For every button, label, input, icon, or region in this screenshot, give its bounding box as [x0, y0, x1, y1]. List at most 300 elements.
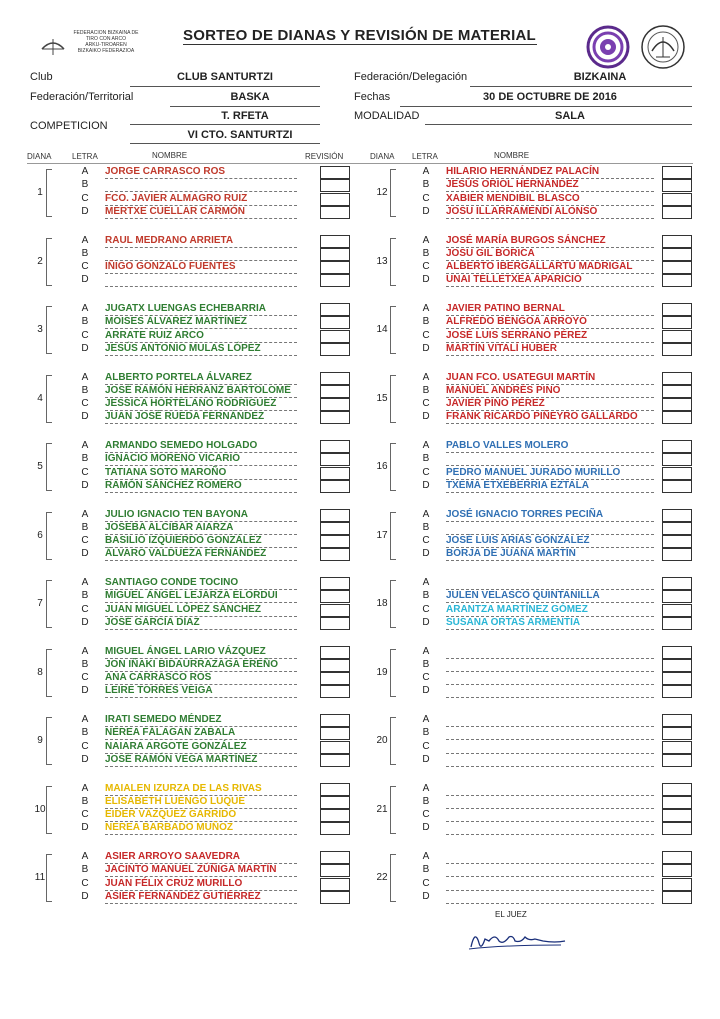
revision-checkbox[interactable]	[320, 672, 350, 685]
letter-label: D	[422, 479, 430, 491]
letter-label: C	[422, 809, 430, 821]
letter-label: B	[422, 590, 430, 602]
letter-label: A	[81, 166, 89, 177]
letter-label: B	[81, 453, 89, 465]
competicion-value-2: VI CTO. SANTURTZI	[187, 129, 293, 141]
archer-name: ANA CARRASCO ROS	[105, 672, 212, 684]
name-dotted-line	[105, 178, 297, 179]
diana-bracket	[46, 443, 52, 491]
col-revision-left: REVISIÓN	[305, 152, 344, 161]
archer-name: MAIALEN IZURZA DE LAS RIVAS	[105, 782, 262, 794]
archer-name: BORJA DE JUANA MARTÍN	[446, 548, 576, 560]
letter-label: B	[81, 247, 89, 259]
revision-checkbox[interactable]	[662, 685, 692, 698]
archer-name: RAUL MEDRANO ARRIETA	[105, 234, 234, 246]
name-dotted-line	[446, 876, 654, 877]
diana-bracket	[390, 717, 396, 765]
archer-name: JOSEBA ALCIBAR AIARZA	[105, 521, 234, 533]
fed-terr-value: BASKA	[230, 91, 270, 103]
revision-checkbox[interactable]	[320, 617, 350, 630]
logo-text-line: TIRO CON ARCO	[85, 36, 126, 42]
club-underline	[130, 86, 320, 87]
col-diana-right: DIANA	[370, 152, 395, 161]
letter-label: B	[422, 521, 430, 533]
archer-name: RAMÓN SÁNCHEZ ROMERO	[105, 479, 242, 491]
diana-number: 15	[376, 392, 388, 404]
revision-checkbox[interactable]	[320, 411, 350, 424]
revision-checkbox[interactable]	[320, 398, 350, 411]
letter-label: A	[422, 645, 430, 657]
archer-name: ASIER FERNÁNDEZ GUTIÉRREZ	[105, 890, 261, 902]
revision-checkbox[interactable]	[320, 891, 350, 904]
revision-checkbox[interactable]	[320, 330, 350, 343]
name-dotted-line	[446, 821, 654, 822]
name-dotted-line	[105, 560, 297, 561]
col-nombre-left: NOMBRE	[152, 151, 188, 160]
letter-label: B	[81, 521, 89, 533]
archer-name: JAVIER PINO PÉREZ	[446, 398, 545, 410]
name-dotted-line	[446, 286, 654, 287]
archer-name: MARTÍN VITALÍ HUBER	[446, 342, 557, 354]
revision-checkbox[interactable]	[320, 385, 350, 398]
letter-label: C	[81, 192, 89, 204]
name-dotted-line	[446, 355, 654, 356]
letter-label: A	[81, 851, 89, 862]
letter-label: D	[422, 342, 430, 354]
letter-label: C	[422, 398, 430, 410]
letter-label: B	[81, 179, 89, 191]
name-dotted-line	[105, 286, 297, 287]
revision-checkbox[interactable]	[320, 303, 350, 316]
revision-checkbox[interactable]	[320, 235, 350, 248]
revision-checkbox[interactable]	[662, 822, 692, 835]
revision-checkbox[interactable]	[320, 646, 350, 659]
letter-label: D	[422, 685, 430, 697]
col-letra-left: LETRA	[72, 152, 98, 161]
name-dotted-line	[446, 492, 654, 493]
archer-name: JOSÉ GARCÍA DÍAZ	[105, 616, 200, 628]
letter-label: A	[422, 782, 430, 794]
revision-checkbox[interactable]	[320, 659, 350, 672]
archer-name: JUAN FCO. USATEGUI MARTÍN	[446, 371, 596, 383]
revision-checkbox[interactable]	[662, 206, 692, 219]
modalidad-underline	[425, 124, 692, 125]
revision-checkbox[interactable]	[662, 548, 692, 561]
diana-bracket	[46, 649, 52, 697]
diana-bracket	[390, 375, 396, 423]
archer-name: EIDER VÁZQUEZ GARRIDO	[105, 809, 237, 821]
diana-number: 8	[37, 666, 43, 678]
name-dotted-line	[105, 766, 297, 767]
letter-label: B	[81, 590, 89, 602]
revision-checkbox[interactable]	[662, 467, 692, 480]
archer-name: ALBERTO PORTELA ÁLVAREZ	[105, 371, 252, 383]
name-dotted-line	[446, 766, 654, 767]
revision-checkbox[interactable]	[320, 166, 350, 179]
letter-label: A	[81, 782, 89, 794]
name-dotted-line	[105, 629, 297, 630]
archer-name: JAVIER PATINO BERNAL	[446, 303, 565, 314]
competicion-label: COMPETICION	[30, 120, 108, 132]
revision-checkbox[interactable]	[320, 822, 350, 835]
federation-seal-icon	[638, 23, 688, 71]
revision-checkbox[interactable]	[662, 891, 692, 904]
archer-name: JORGE CARRASCO ROS	[105, 166, 226, 177]
modalidad-label: MODALIDAD	[354, 110, 420, 122]
club-seal-icon	[586, 25, 630, 69]
revision-checkbox[interactable]	[320, 453, 350, 466]
club-value: CLUB SANTURTZI	[177, 71, 273, 83]
archer-name: JACINTO MANUEL ZÚÑIGA MARTÍN	[105, 864, 277, 876]
letter-label: C	[81, 329, 89, 341]
diana-bracket	[390, 854, 396, 902]
revision-checkbox[interactable]	[662, 166, 692, 179]
archer-name: IÑIGO GONZALO FUENTES	[105, 261, 236, 273]
revision-checkbox[interactable]	[662, 193, 692, 206]
name-dotted-line	[446, 423, 654, 424]
bow-target-icon	[38, 31, 68, 61]
revision-checkbox[interactable]	[320, 206, 350, 219]
letter-label: B	[81, 727, 89, 739]
fed-terr-label: Federación/Territorial	[30, 91, 134, 103]
letter-label: B	[81, 795, 89, 807]
archer-name: MOISES ÁLVAREZ MARTÍNEZ	[105, 316, 247, 328]
letter-label: D	[81, 685, 89, 697]
name-dotted-line	[446, 863, 654, 864]
name-dotted-line	[105, 423, 297, 424]
archer-name: JOSÉ RAMÓN HERRANZ BARTOLOMÉ	[105, 384, 291, 396]
name-dotted-line	[446, 452, 654, 453]
diana-number: 19	[376, 666, 388, 678]
fed-terr-underline	[170, 106, 320, 107]
revision-checkbox[interactable]	[320, 372, 350, 385]
federation-logo-text	[66, 30, 146, 54]
name-dotted-line	[105, 697, 297, 698]
letter-label: A	[81, 234, 89, 246]
letter-label: D	[81, 342, 89, 354]
revision-checkbox[interactable]	[320, 741, 350, 754]
fechas-value: 30 DE OCTUBRE DE 2016	[483, 91, 617, 103]
archer-name: NAIARA ARGOTE GONZÁLEZ	[105, 740, 247, 752]
title-underline	[183, 44, 537, 45]
revision-checkbox[interactable]	[662, 316, 692, 329]
revision-checkbox[interactable]	[662, 714, 692, 727]
archer-name: JULEN VELASCO QUINTANILLA	[446, 590, 600, 602]
revision-checkbox[interactable]	[320, 480, 350, 493]
revision-checkbox[interactable]	[662, 303, 692, 316]
letter-label: B	[422, 453, 430, 465]
revision-checkbox[interactable]	[662, 604, 692, 617]
revision-checkbox[interactable]	[662, 851, 692, 864]
revision-checkbox[interactable]	[662, 754, 692, 767]
diana-bracket	[390, 512, 396, 560]
col-diana-left: DIANA	[27, 152, 52, 161]
archer-name: JOSÉ LUIS SERRANO PÉREZ	[446, 329, 588, 341]
letter-label: C	[81, 535, 89, 547]
diana-number: 1	[37, 187, 43, 198]
competicion-underline-1	[130, 124, 320, 125]
name-dotted-line	[446, 658, 654, 659]
archer-name: XABIER MENDIBIL BLASCO	[446, 192, 580, 204]
revision-checkbox[interactable]	[320, 851, 350, 864]
letter-label: A	[422, 303, 430, 314]
letter-label: B	[422, 316, 430, 328]
name-dotted-line	[105, 247, 297, 248]
letter-label: D	[81, 411, 89, 423]
revision-checkbox[interactable]	[662, 480, 692, 493]
fed-del-label: Federación/Delegación	[354, 71, 468, 83]
letter-label: D	[422, 274, 430, 286]
diana-number: 3	[37, 324, 43, 335]
revision-checkbox[interactable]	[662, 878, 692, 891]
letter-label: C	[422, 672, 430, 684]
diana-number: 10	[34, 803, 46, 815]
archer-name: MERTXE CUELLAR CARMÓN	[105, 205, 245, 217]
archer-name: MIGUEL ÁNGEL LARIO VÁZQUEZ	[105, 645, 266, 657]
diana-bracket	[390, 238, 396, 286]
name-dotted-line	[105, 903, 297, 904]
revision-checkbox[interactable]	[320, 509, 350, 522]
letter-label: A	[81, 645, 89, 657]
letter-label: C	[81, 261, 89, 273]
revision-checkbox[interactable]	[662, 343, 692, 356]
diana-bracket	[390, 580, 396, 628]
letter-label: B	[81, 864, 89, 876]
archer-name: TXEMA ETXEBERRIA EZTALA	[446, 479, 589, 491]
letter-label: D	[81, 548, 89, 560]
revision-checkbox[interactable]	[662, 741, 692, 754]
revision-checkbox[interactable]	[662, 235, 692, 248]
revision-checkbox[interactable]	[320, 261, 350, 274]
revision-checkbox[interactable]	[320, 248, 350, 261]
archer-name: JOSU ILLARRAMENDI ALONSO	[446, 205, 598, 217]
revision-checkbox[interactable]	[662, 864, 692, 877]
archer-name: LEIRE TORRES VEIGA	[105, 685, 213, 697]
name-dotted-line	[105, 273, 297, 274]
logo-text-line: ARKU-TIROAREN	[85, 42, 127, 48]
revision-checkbox[interactable]	[662, 783, 692, 796]
archer-name: JOSU GIL BORICA	[446, 247, 535, 259]
revision-checkbox[interactable]	[662, 248, 692, 261]
modalidad-value: SALA	[555, 110, 585, 122]
revision-checkbox[interactable]	[662, 672, 692, 685]
diana-number: 20	[376, 735, 388, 746]
revision-checkbox[interactable]	[320, 343, 350, 356]
name-dotted-line	[446, 697, 654, 698]
diana-bracket	[46, 854, 52, 902]
letter-label: D	[422, 822, 430, 834]
revision-checkbox[interactable]	[320, 727, 350, 740]
revision-checkbox[interactable]	[320, 440, 350, 453]
revision-checkbox[interactable]	[662, 261, 692, 274]
name-dotted-line	[446, 726, 654, 727]
col-letra-right: LETRA	[412, 152, 438, 161]
archer-name: JESÚS ANTONIO MULAS LÓPEZ	[105, 342, 261, 354]
archer-name: ARANTZA MARTÍNEZ GÓMEZ	[446, 603, 588, 615]
revision-checkbox[interactable]	[320, 864, 350, 877]
diana-bracket	[46, 375, 52, 423]
revision-checkbox[interactable]	[320, 590, 350, 603]
revision-checkbox[interactable]	[320, 548, 350, 561]
name-dotted-line	[446, 890, 654, 891]
revision-checkbox[interactable]	[662, 535, 692, 548]
revision-checkbox[interactable]	[320, 535, 350, 548]
revision-checkbox[interactable]	[320, 796, 350, 809]
revision-checkbox[interactable]	[320, 809, 350, 822]
competicion-value-1: T. RFETA	[221, 110, 269, 122]
name-dotted-line	[446, 834, 654, 835]
letter-label: A	[422, 371, 430, 383]
diana-number: 6	[37, 529, 43, 541]
letter-label: D	[422, 548, 430, 560]
name-dotted-line	[105, 218, 297, 219]
letter-label: A	[81, 714, 89, 725]
revision-checkbox[interactable]	[662, 385, 692, 398]
letter-label: B	[422, 384, 430, 396]
archer-name: SANTIAGO CONDE TOCINO	[105, 577, 239, 588]
diana-bracket	[46, 238, 52, 286]
diana-bracket	[46, 512, 52, 560]
archer-name: ÁLVARO VALDUEZA FERNÁNDEZ	[105, 548, 267, 560]
revision-checkbox[interactable]	[662, 509, 692, 522]
archer-name: FRANK RICARDO PIÑEYRO GALLARDO	[446, 411, 638, 423]
name-dotted-line	[446, 671, 654, 672]
fed-del-underline	[470, 86, 692, 87]
diana-number: 2	[37, 255, 43, 267]
archer-name: TATIANA SOTO MAROÑO	[105, 466, 227, 478]
archer-name: JESÚS ORIOL HERNÁNDEZ	[446, 179, 579, 191]
diana-number: 9	[37, 735, 43, 746]
name-dotted-line	[446, 560, 654, 561]
name-dotted-line	[446, 795, 654, 796]
revision-checkbox[interactable]	[320, 714, 350, 727]
name-dotted-line	[446, 753, 654, 754]
revision-checkbox[interactable]	[662, 577, 692, 590]
diana-bracket	[46, 786, 52, 834]
diana-bracket	[46, 717, 52, 765]
name-dotted-line	[446, 218, 654, 219]
archer-name: MIGUEL ÁNGEL LEJARZA ELORDUI	[105, 590, 278, 602]
letter-label: A	[81, 440, 89, 451]
revision-checkbox[interactable]	[320, 193, 350, 206]
revision-checkbox[interactable]	[320, 604, 350, 617]
letter-label: D	[422, 753, 430, 765]
letter-label: C	[81, 603, 89, 615]
revision-checkbox[interactable]	[662, 274, 692, 287]
archer-name: PABLO VALLES MOLERO	[446, 440, 569, 451]
revision-checkbox[interactable]	[320, 577, 350, 590]
revision-checkbox[interactable]	[320, 179, 350, 192]
diana-number: 21	[376, 803, 388, 815]
letter-label: C	[422, 603, 430, 615]
archer-name: JULIO IGNACIO TEN BAYONA	[105, 508, 248, 520]
revision-checkbox[interactable]	[662, 411, 692, 424]
letter-label: B	[81, 658, 89, 670]
revision-checkbox[interactable]	[320, 783, 350, 796]
letter-label: D	[81, 205, 89, 217]
revision-checkbox[interactable]	[320, 878, 350, 891]
judge-signature	[465, 925, 575, 955]
letter-label: D	[81, 753, 89, 765]
archer-name: NEREA BARBADO MUÑOZ	[105, 822, 233, 834]
revision-checkbox[interactable]	[662, 398, 692, 411]
letter-label: D	[81, 616, 89, 628]
revision-checkbox[interactable]	[662, 646, 692, 659]
letter-label: C	[81, 877, 89, 889]
name-dotted-line	[105, 834, 297, 835]
letter-label: C	[422, 192, 430, 204]
diana-bracket	[390, 443, 396, 491]
revision-checkbox[interactable]	[320, 754, 350, 767]
revision-checkbox[interactable]	[662, 522, 692, 535]
archer-name: MANUEL ANDRÉS PINO	[446, 384, 561, 396]
archer-name: ALBERTO IBERGALLARTU MADRIGAL	[446, 261, 633, 273]
revision-checkbox[interactable]	[662, 330, 692, 343]
letter-label: B	[422, 864, 430, 876]
diana-number: 4	[37, 392, 43, 404]
archer-name: JUGATX LUENGAS ECHEBARRIA	[105, 303, 266, 314]
fed-del-value: BIZKAINA	[573, 71, 627, 83]
archer-name: ASIER ARROYO SAAVEDRA	[105, 851, 241, 862]
diana-bracket	[390, 306, 396, 354]
letter-label: A	[422, 166, 430, 177]
revision-checkbox[interactable]	[662, 590, 692, 603]
archer-name: JOSÉ IGNACIO TORRES PECIÑA	[446, 508, 604, 520]
competicion-underline-2	[130, 143, 320, 144]
archer-name: IRATI SEMEDO MÉNDEZ	[105, 714, 222, 725]
letter-label: A	[81, 577, 89, 588]
name-dotted-line	[446, 903, 654, 904]
archer-name: PEDRO MANUEL JURADO MURILLO	[446, 466, 621, 478]
archer-name: SUSANA ORTAS ARMENTIA	[446, 616, 581, 628]
revision-checkbox[interactable]	[662, 796, 692, 809]
letter-label: B	[422, 795, 430, 807]
name-dotted-line	[446, 808, 654, 809]
diana-bracket	[46, 580, 52, 628]
letter-label: C	[81, 398, 89, 410]
diana-number: 12	[376, 187, 388, 198]
letter-label: C	[422, 329, 430, 341]
col-nombre-right: NOMBRE	[494, 151, 530, 160]
revision-checkbox[interactable]	[662, 453, 692, 466]
name-dotted-line	[446, 739, 654, 740]
diana-number: 17	[376, 529, 388, 541]
revision-checkbox[interactable]	[662, 727, 692, 740]
revision-checkbox[interactable]	[662, 809, 692, 822]
revision-checkbox[interactable]	[320, 316, 350, 329]
letter-label: A	[422, 714, 430, 725]
name-dotted-line	[105, 355, 297, 356]
fechas-label: Fechas	[354, 91, 391, 103]
revision-checkbox[interactable]	[662, 179, 692, 192]
revision-checkbox[interactable]	[662, 440, 692, 453]
revision-checkbox[interactable]	[320, 467, 350, 480]
letter-label: B	[81, 384, 89, 396]
page-title: SORTEO DE DIANAS Y REVISIÓN DE MATERIAL	[183, 27, 536, 44]
revision-checkbox[interactable]	[320, 685, 350, 698]
archer-name: JUAN MIGUEL LÓPEZ SÁNCHEZ	[105, 603, 261, 615]
diana-bracket	[390, 169, 396, 217]
revision-checkbox[interactable]	[662, 372, 692, 385]
letter-label: A	[81, 508, 89, 520]
letter-label: A	[81, 303, 89, 314]
revision-checkbox[interactable]	[320, 522, 350, 535]
revision-checkbox[interactable]	[320, 274, 350, 287]
revision-checkbox[interactable]	[662, 617, 692, 630]
letter-label: B	[422, 658, 430, 670]
letter-label: D	[422, 205, 430, 217]
revision-checkbox[interactable]	[662, 659, 692, 672]
